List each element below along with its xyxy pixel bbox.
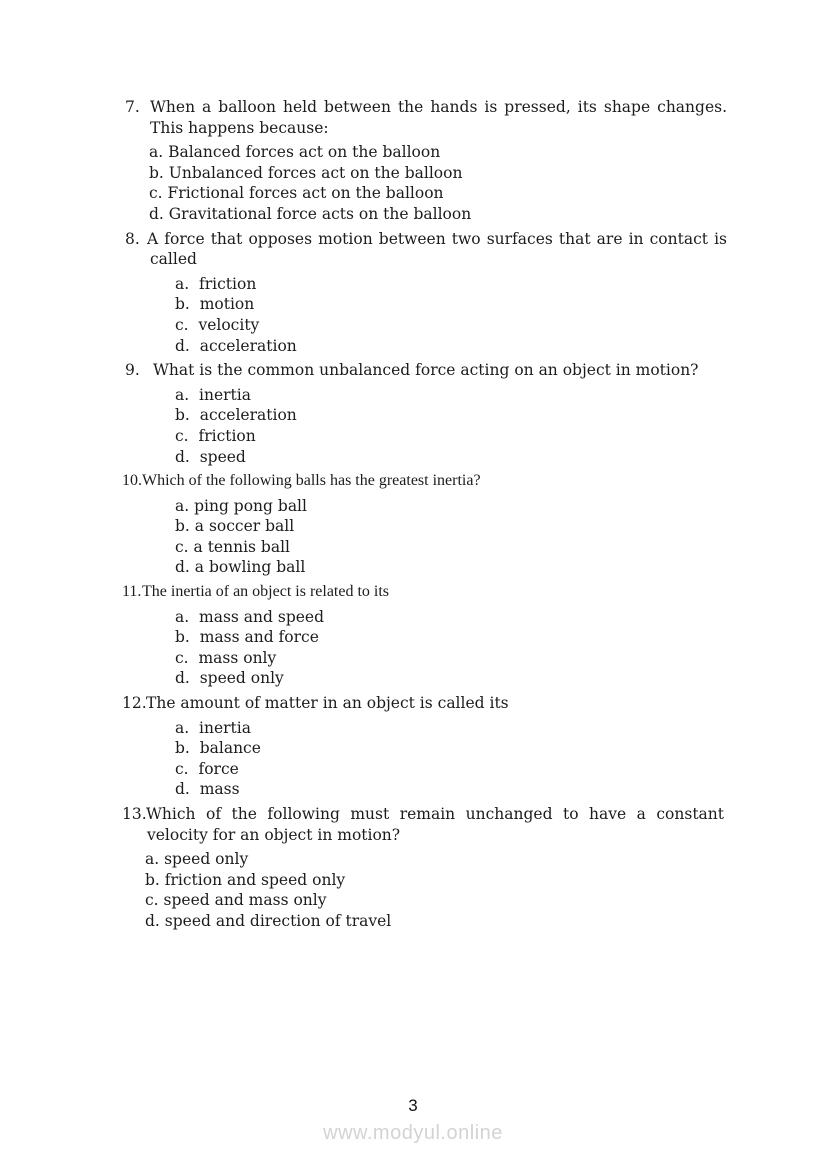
question-text: Which of the following balls has the greatest inertia?: [142, 472, 481, 490]
question-header: [122, 693, 724, 714]
option: b. acceleration: [175, 406, 297, 425]
question-text: The amount of matter in an object is called its: [146, 694, 509, 713]
options-list: [175, 274, 727, 356]
option: b. friction and speed only: [145, 870, 346, 889]
option: a. Balanced forces act on the balloon: [149, 143, 441, 162]
option: c. speed and mass only: [145, 891, 327, 910]
option: c. velocity: [175, 315, 260, 334]
option: d. speed and direction of travel: [145, 911, 392, 930]
option: b. a soccer ball: [175, 517, 295, 536]
question-text: What is the common unbalanced force acting on an object in motion?: [153, 361, 699, 380]
question-text: The inertia of an object is related to its: [142, 583, 390, 601]
options-list: [175, 607, 724, 689]
question-number: 7.: [125, 98, 140, 116]
option: d. a bowling ball: [175, 558, 306, 577]
question-header: [125, 360, 727, 381]
options-list: [175, 496, 724, 578]
option: d. speed only: [175, 669, 284, 688]
question-number: 12.: [122, 694, 147, 713]
option: c. a tennis ball: [175, 537, 290, 556]
option: a. inertia: [175, 385, 251, 404]
page-number: 3: [408, 1096, 418, 1115]
option: c. friction: [175, 426, 256, 445]
option: d. Gravitational force acts on the balloon: [149, 204, 472, 223]
options-list: [149, 142, 727, 224]
option: d. acceleration: [175, 336, 297, 355]
question-number: 8.: [125, 229, 140, 248]
question-text: Which of the following must remain unchanged to have a constant velocity for an object in motion?: [146, 805, 724, 844]
question-8: [125, 229, 727, 357]
option: a. friction: [175, 274, 257, 293]
option: b. balance: [175, 739, 261, 758]
option: a. inertia: [175, 718, 251, 737]
watermark-text: www.modyul.online: [323, 1122, 503, 1144]
option: c. force: [175, 759, 239, 778]
question-header: [122, 582, 724, 603]
question-header: [125, 97, 727, 138]
question-text: A force that opposes motion between two surfaces that are in contact is called: [147, 229, 727, 269]
question-9: [125, 360, 727, 467]
question-number: 11.: [122, 583, 142, 601]
options-list: [175, 718, 724, 800]
option: a. mass and speed: [175, 607, 325, 626]
question-13: [122, 804, 724, 932]
option: a. ping pong ball: [175, 496, 307, 515]
options-list: [175, 385, 727, 467]
question-header: [122, 471, 724, 492]
option: a. speed only: [145, 850, 249, 869]
question-header: [122, 804, 724, 845]
option: b. motion: [175, 295, 255, 314]
option: d. speed: [175, 447, 246, 466]
question-header: [125, 229, 727, 270]
question-number: 9.: [125, 361, 140, 380]
option: d. mass: [175, 780, 240, 799]
question-7: [125, 97, 727, 225]
question-12: [122, 693, 724, 800]
option: c. Frictional forces act on the balloon: [149, 184, 444, 203]
options-list: [145, 849, 724, 931]
question-number: 10.: [122, 472, 142, 490]
question-text: When a balloon held between the hands is pressed, its shape changes. This happens because:: [150, 98, 727, 137]
option: b. mass and force: [175, 628, 319, 647]
question-number: 13.: [122, 805, 147, 823]
question-10: [122, 471, 724, 578]
question-11: [122, 582, 724, 689]
option: c. mass only: [175, 648, 277, 667]
option: b. Unbalanced forces act on the balloon: [149, 163, 463, 182]
